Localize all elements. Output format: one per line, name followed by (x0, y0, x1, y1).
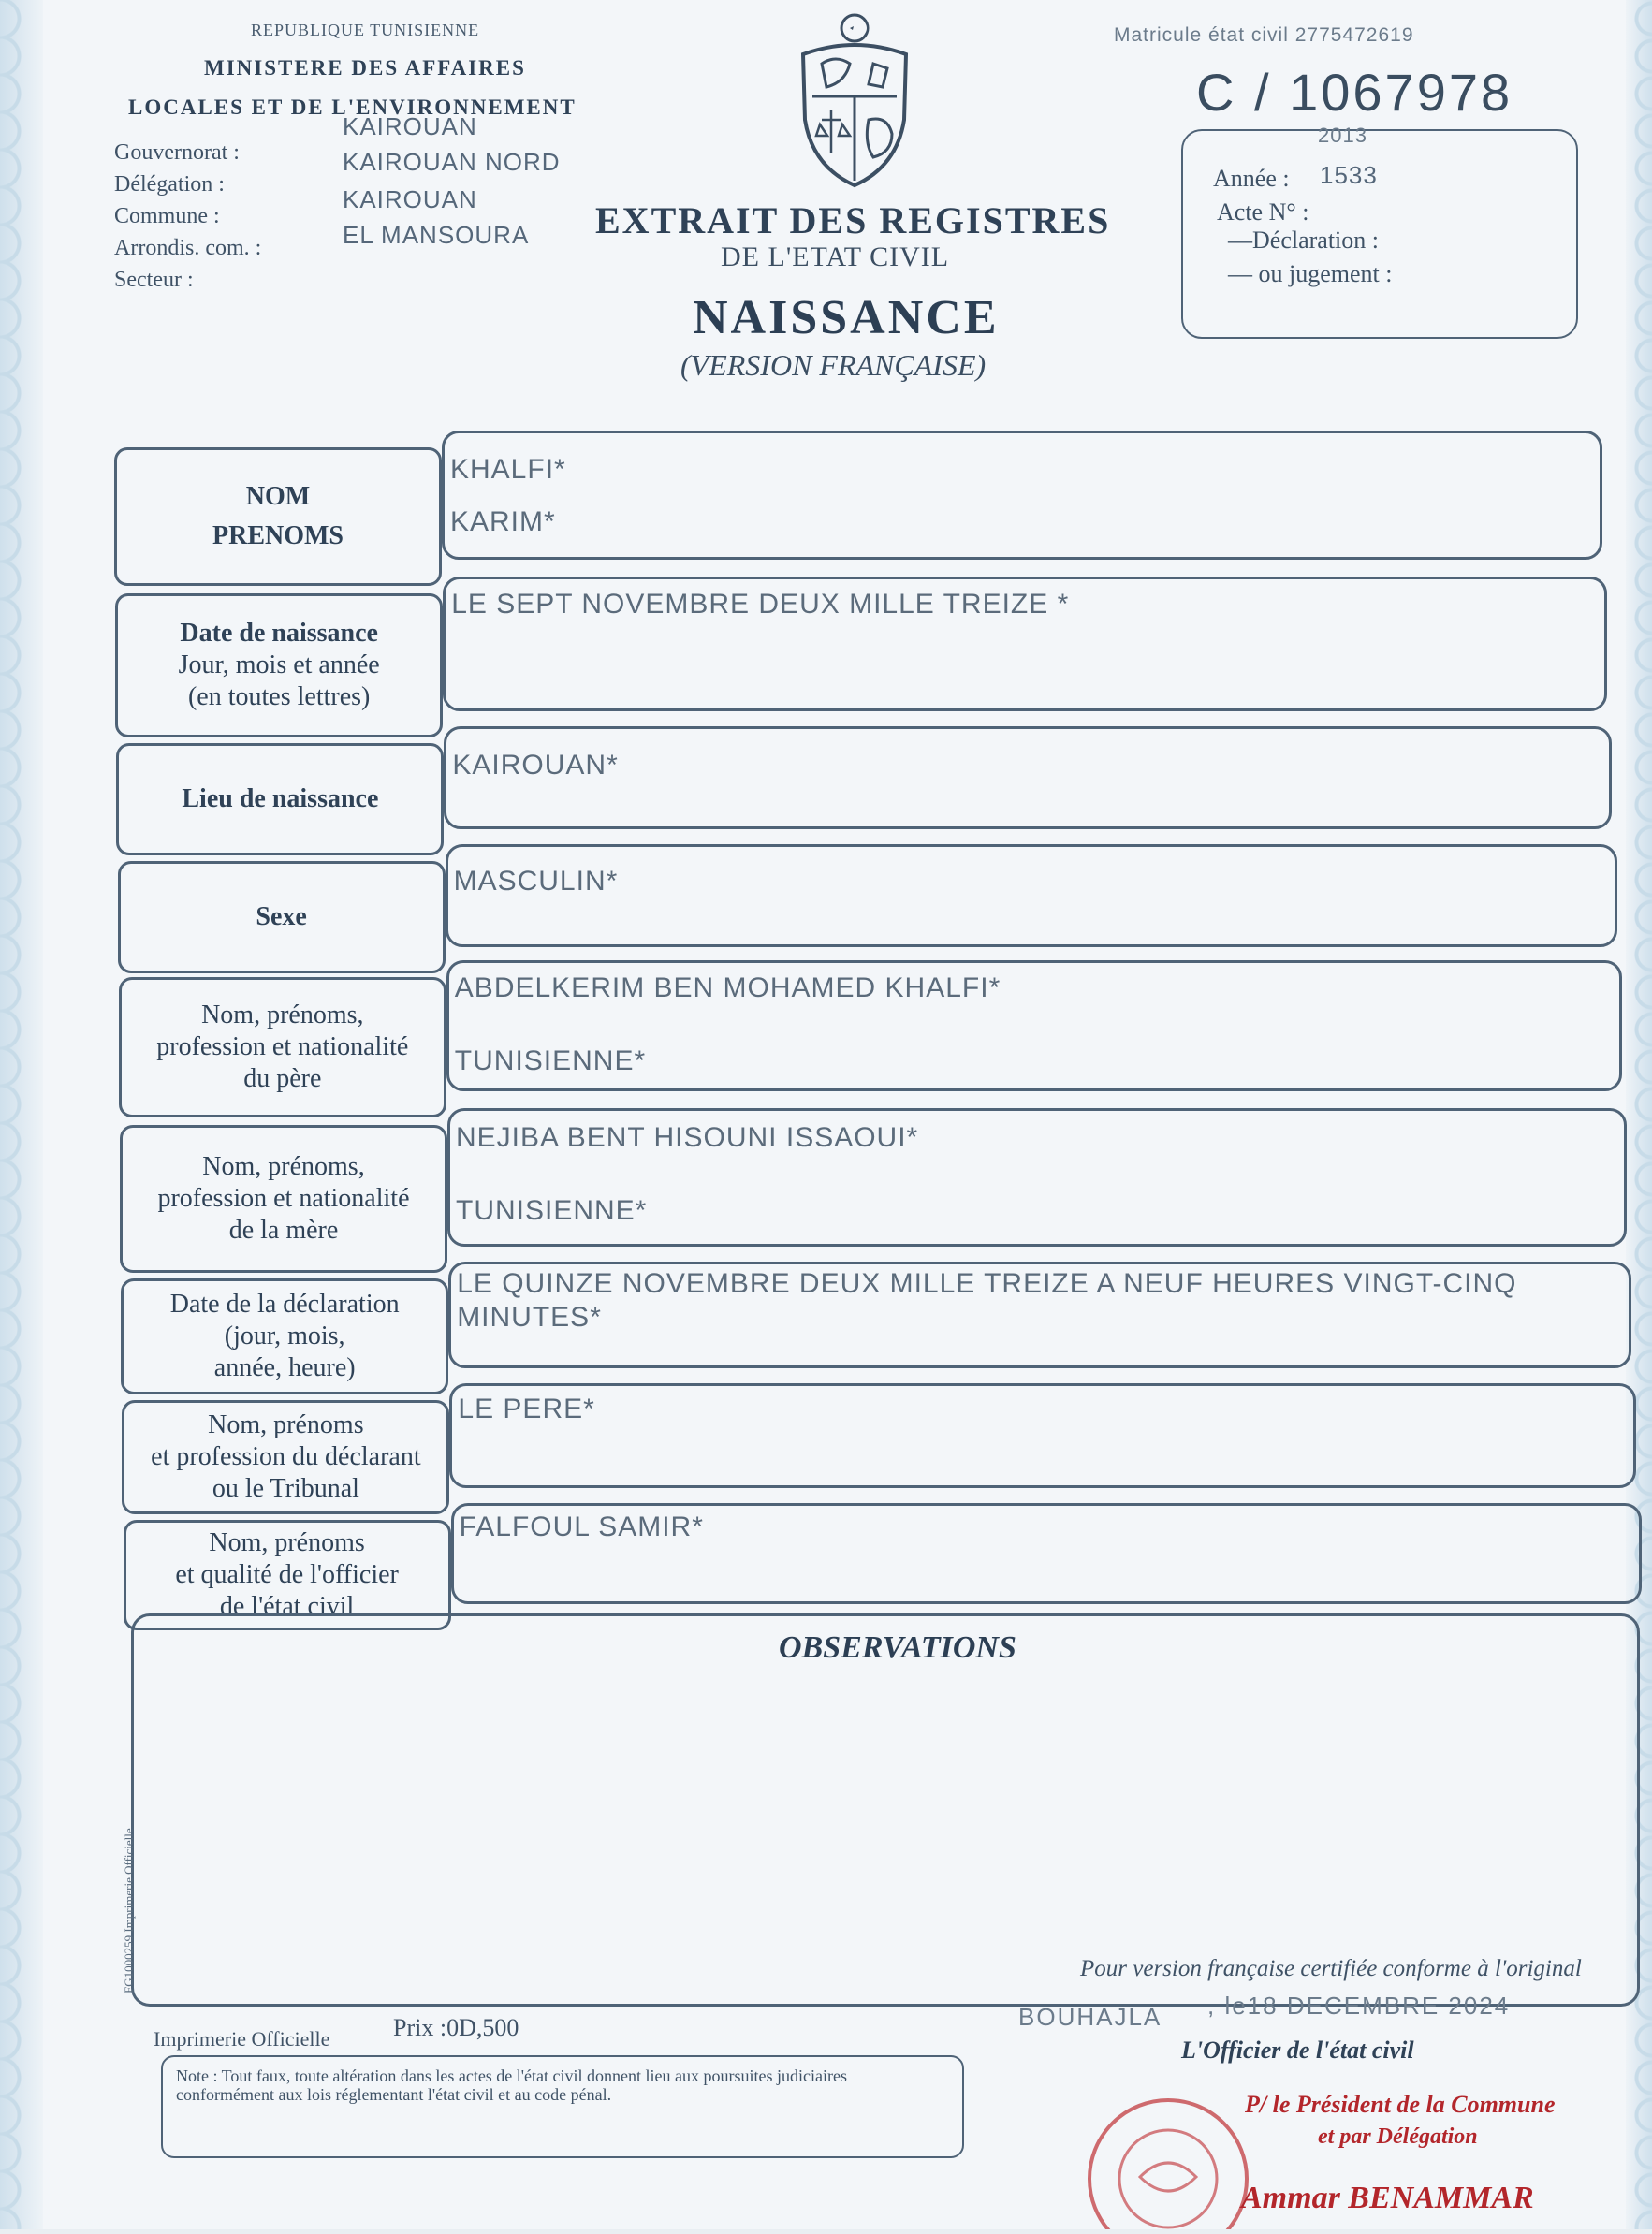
document-subtitle: DE L'ETAT CIVIL (721, 241, 950, 272)
officer-title: L'Officier de l'état civil (1181, 2037, 1414, 2064)
field-value-line: LE QUINZE NOVEMBRE DEUX MILLE TREIZE A NEUF HEURES VINGT-CINQ (457, 1268, 1517, 1299)
observations-title: OBSERVATIONS (779, 1630, 1016, 1665)
imprimerie-label: Imprimerie Officielle (154, 2027, 330, 2051)
field-label-line: (en toutes lettres) (187, 682, 371, 711)
delegation-value: KAIROUAN NORD (343, 148, 561, 176)
coat-of-arms-icon (784, 7, 925, 195)
declaration-label: —Déclaration : (1228, 226, 1379, 254)
field-label-line: Date de la déclaration (169, 1290, 400, 1319)
field-label-line: Nom, prénoms, (201, 1000, 364, 1029)
field-value-line: KAIROUAN* (452, 750, 619, 781)
republic-name: REPUBLIQUE TUNISIENNE (251, 21, 480, 39)
ministry-line-2: LOCALES ET DE L'ENVIRONNEMENT (128, 95, 577, 119)
issue-place: BOUHAJLA (1018, 2003, 1162, 2031)
decorative-border-left (0, 0, 43, 2229)
field-value-line: ABDELKERIM BEN MOHAMED KHALFI* (454, 972, 1001, 1003)
ministry-line-1: MINISTERE DES AFFAIRES (204, 56, 526, 80)
field-value-line: LE SEPT NOVEMBRE DEUX MILLE TREIZE * (451, 589, 1070, 620)
field-label-line: de la mère (228, 1216, 339, 1245)
gouvernorat-value: KAIROUAN (343, 112, 477, 140)
arrondissement-value: EL MANSOURA (343, 221, 530, 249)
jugement-label: — ou jugement : (1228, 260, 1393, 287)
field-value-line: MASCULIN* (453, 866, 619, 897)
document-title: EXTRAIT DES REGISTRES (595, 199, 1111, 241)
field-label-3 (116, 743, 444, 855)
official-seal-icon (1084, 2093, 1252, 2229)
act-type-title: NAISSANCE (693, 291, 1000, 344)
issue-date: , le18 DECEMBRE 2024 (1207, 1992, 1511, 2020)
field-value-4 (446, 844, 1617, 947)
field-label-2 (115, 593, 443, 737)
field-value-line: NEJIBA BENT HISOUNI ISSAOUI* (456, 1122, 919, 1153)
certification-text: Pour version française certifiée conforme à l'original (1080, 1956, 1582, 1981)
field-label-line: Nom, prénoms, (202, 1152, 365, 1181)
matricule-number: Matricule état civil 2775472619 (1114, 24, 1414, 46)
signature: Ammar BENAMMAR (1241, 2181, 1534, 2215)
field-label-line: du père (243, 1064, 322, 1093)
field-label-line: ou le Tribunal (212, 1474, 359, 1503)
field-label-line: NOM (245, 482, 311, 511)
field-label-line: Jour, mois et année (178, 650, 380, 679)
field-label-line: et qualité de l'officier (175, 1560, 399, 1589)
field-value-1 (442, 431, 1602, 560)
acte-number: C / 1067978 (1196, 63, 1513, 122)
field-label-line: de l'état civil (219, 1592, 355, 1621)
field-value-5 (446, 960, 1622, 1091)
commune-value: KAIROUAN (343, 185, 477, 213)
field-label-line: profession et nationalité (157, 1184, 410, 1213)
field-label-line: année, heure) (213, 1353, 356, 1382)
field-label-line: et profession du déclarant (151, 1442, 421, 1471)
field-value-6 (447, 1108, 1627, 1247)
printer-code: FG1000259 Imprimerie Officielle (122, 1828, 136, 1993)
field-value-line: KARIM* (450, 506, 556, 537)
field-value-line: LE PERE* (458, 1394, 595, 1424)
field-value-3 (444, 726, 1612, 829)
price-label: Prix :0D,500 (393, 2014, 519, 2041)
field-label-7 (121, 1278, 448, 1394)
acte-label: Acte N° : (1217, 198, 1309, 226)
field-value-2 (443, 577, 1607, 711)
field-value-line: MINUTES* (457, 1302, 602, 1333)
observations-box (131, 1613, 1640, 2007)
field-label-6 (120, 1125, 447, 1273)
field-label-line: Lieu de naissance (182, 784, 379, 813)
version-label: (VERSION FRANÇAISE) (680, 348, 987, 382)
delegation-label: Délégation : (114, 172, 225, 197)
field-label-line: Nom, prénoms (208, 1410, 364, 1439)
field-value-line: FALFOUL SAMIR* (459, 1511, 704, 1542)
stamp-line-1: P/ le Président de la Commune (1245, 2091, 1556, 2118)
annee-number: 1533 (1320, 161, 1378, 189)
field-label-line: profession et nationalité (156, 1032, 409, 1061)
field-label-1 (114, 447, 442, 586)
arrondissement-label: Arrondis. com. : (114, 236, 262, 260)
field-label-line: Nom, prénoms (209, 1528, 365, 1557)
field-value-line: TUNISIENNE* (456, 1195, 648, 1226)
secteur-label: Secteur : (114, 268, 194, 292)
field-value-9 (451, 1503, 1642, 1604)
commune-label: Commune : (114, 204, 220, 228)
field-value-line: KHALFI* (450, 454, 566, 485)
field-label-line: Sexe (256, 902, 307, 931)
annee-value: 2013 (1318, 124, 1367, 147)
legal-note: Note : Tout faux, toute altération dans les actes de l'état civil donnent lieu aux poursuites judiciaires conformément aux lois réglementant l'état civil et au code pénal. (161, 2055, 964, 2158)
field-label-line: Date de naissance (180, 619, 378, 648)
field-label-line: (jour, mois, (224, 1321, 345, 1351)
field-label-5 (119, 977, 446, 1117)
field-label-4 (118, 861, 446, 973)
field-value-line: TUNISIENNE* (454, 1045, 647, 1076)
field-value-8 (449, 1383, 1636, 1488)
field-label-line: PRENOMS (212, 521, 344, 550)
gouvernorat-label: Gouvernorat : (114, 140, 240, 165)
field-label-8 (122, 1400, 449, 1514)
stamp-line-2: et par Délégation (1318, 2124, 1478, 2149)
field-value-7 (448, 1262, 1631, 1368)
annee-label: Année : (1213, 165, 1290, 192)
